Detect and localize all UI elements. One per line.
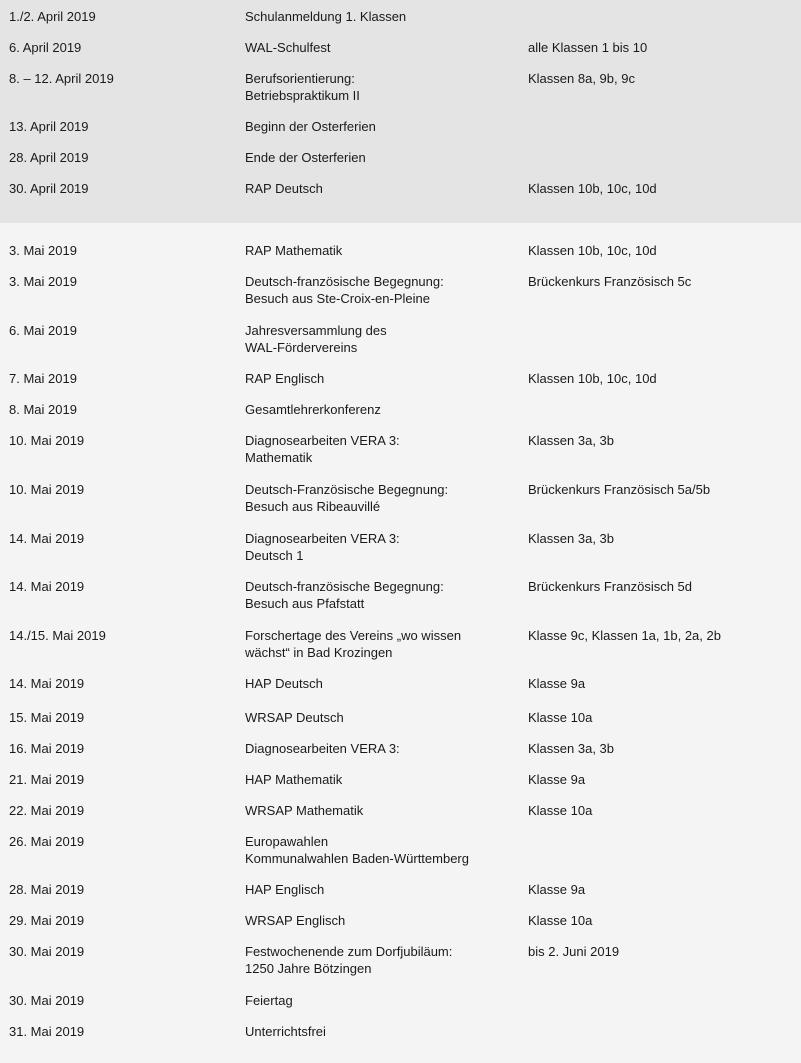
event-participants: alle Klassen 1 bis 10	[528, 40, 648, 55]
event-title-line: Gesamtlehrerkonferenz	[245, 402, 381, 417]
event-title-line: Deutsch-französische Begegnung:	[245, 274, 444, 289]
event-participants: Klassen 10b, 10c, 10d	[528, 243, 657, 258]
event-title-line: RAP Deutsch	[245, 181, 323, 196]
event-title-line: Deutsch-französische Begegnung:	[245, 579, 444, 594]
event-participants: Klasse 9a	[528, 676, 586, 691]
event-title	[245, 1023, 326, 1040]
event-title-line: Kommunalwahlen Baden-Württemberg	[245, 851, 469, 866]
table-row	[0, 627, 801, 667]
event-participants: Klassen 3a, 3b	[528, 433, 615, 448]
event-date: 14. Mai 2019	[9, 531, 85, 546]
event-title-line: RAP Englisch	[245, 371, 325, 386]
event-title-line: WAL-Fördervereins	[245, 340, 358, 355]
table-row	[0, 322, 801, 362]
event-title	[245, 709, 344, 726]
event-participants: bis 2. Juni 2019	[528, 944, 620, 959]
event-title	[245, 242, 342, 259]
table-row	[0, 273, 801, 313]
event-title	[245, 118, 376, 135]
event-title-line: Diagnosearbeiten VERA 3:	[245, 531, 400, 546]
table-row	[0, 530, 801, 570]
event-title-line: Festwochenende zum Dorfjubiläum:	[245, 944, 453, 959]
event-participants: Klasse 10a	[528, 913, 593, 928]
table-row	[0, 180, 801, 220]
event-title-line: Berufsorientierung:	[245, 71, 355, 86]
event-title-line: Deutsch 1	[245, 548, 304, 563]
event-title	[245, 881, 324, 898]
april-section	[0, 0, 801, 223]
event-date: 30. April 2019	[9, 181, 89, 196]
event-title-line: Feiertag	[245, 993, 293, 1008]
event-participants: Klassen 3a, 3b	[528, 741, 615, 756]
event-title-line: Diagnosearbeiten VERA 3:	[245, 433, 400, 448]
event-title-line: RAP Mathematik	[245, 243, 343, 258]
table-row	[0, 833, 801, 873]
event-date: 31. Mai 2019	[9, 1024, 85, 1039]
event-title	[245, 912, 345, 929]
table-row	[0, 432, 801, 472]
event-title-line: Beginn der Osterferien	[245, 119, 376, 134]
event-title	[245, 530, 400, 564]
event-title-line: Besuch aus Ste-Croix-en-Pleine	[245, 291, 430, 306]
event-participants: Klasse 10a	[528, 710, 593, 725]
event-date: 28. April 2019	[9, 150, 89, 165]
table-row	[0, 1023, 801, 1063]
event-date: 22. Mai 2019	[9, 803, 85, 818]
event-title-line: WRSAP Deutsch	[245, 710, 344, 725]
event-title	[245, 943, 452, 977]
event-date: 29. Mai 2019	[9, 913, 85, 928]
event-date: 13. April 2019	[9, 119, 89, 134]
event-date: 10. Mai 2019	[9, 433, 85, 448]
event-title	[245, 771, 342, 788]
event-date: 6. April 2019	[9, 40, 82, 55]
event-title	[245, 401, 381, 418]
event-date: 3. Mai 2019	[9, 243, 77, 258]
event-title	[245, 802, 363, 819]
event-title	[245, 370, 324, 387]
event-date: 6. Mai 2019	[9, 323, 77, 338]
event-title-line: Diagnosearbeiten VERA 3:	[245, 741, 400, 756]
event-title	[245, 627, 461, 661]
event-title-line: HAP Deutsch	[245, 676, 323, 691]
event-title	[245, 740, 400, 757]
event-participants: Klassen 8a, 9b, 9c	[528, 71, 635, 86]
event-title	[245, 578, 444, 612]
table-row	[0, 578, 801, 618]
event-participants: Brückenkurs Französisch 5c	[528, 274, 692, 289]
event-title	[245, 992, 293, 1009]
event-date: 14. Mai 2019	[9, 579, 85, 594]
event-date: 28. Mai 2019	[9, 882, 85, 897]
table-row	[0, 943, 801, 983]
event-date: 1./2. April 2019	[9, 9, 96, 24]
event-title-line: Forschertage des Vereins „wo wissen	[245, 628, 462, 643]
event-date: 8. – 12. April 2019	[9, 71, 114, 86]
event-date: 10. Mai 2019	[9, 482, 85, 497]
event-date: 30. Mai 2019	[9, 944, 85, 959]
event-title	[245, 481, 448, 515]
event-date: 8. Mai 2019	[9, 402, 77, 417]
event-title-line: Betriebspraktikum II	[245, 88, 360, 103]
event-title	[245, 833, 469, 867]
event-title-line: Besuch aus Ribeauvillé	[245, 499, 381, 514]
table-row	[0, 70, 801, 110]
event-participants: Klassen 10b, 10c, 10d	[528, 371, 657, 386]
event-date: 14./15. Mai 2019	[9, 628, 106, 643]
event-title	[245, 432, 400, 466]
event-title-line: Jahresversammlung des	[245, 323, 387, 338]
event-title-line: Europawahlen	[245, 834, 329, 849]
event-date: 21. Mai 2019	[9, 772, 85, 787]
event-date: 26. Mai 2019	[9, 834, 85, 849]
event-participants: Brückenkurs Französisch 5a/5b	[528, 482, 711, 497]
event-title-line: WRSAP Englisch	[245, 913, 346, 928]
event-participants: Klassen 3a, 3b	[528, 531, 615, 546]
event-title	[245, 70, 360, 104]
event-date: 30. Mai 2019	[9, 993, 85, 1008]
event-title-line: HAP Englisch	[245, 882, 325, 897]
event-title-line: WAL-Schulfest	[245, 40, 331, 55]
event-date: 15. Mai 2019	[9, 710, 85, 725]
event-title-line: Schulanmeldung 1. Klassen	[245, 9, 407, 24]
event-title	[245, 180, 323, 197]
table-row	[0, 481, 801, 521]
event-title-line: wächst“ in Bad Krozingen	[245, 645, 393, 660]
event-title	[245, 273, 444, 307]
event-participants: Klasse 10a	[528, 803, 593, 818]
event-participants: Klassen 10b, 10c, 10d	[528, 181, 657, 196]
event-date: 3. Mai 2019	[9, 274, 77, 289]
event-title-line: Besuch aus Pfafstatt	[245, 596, 365, 611]
event-participants: Klasse 9a	[528, 772, 586, 787]
event-title-line: Ende der Osterferien	[245, 150, 366, 165]
event-title-line: Mathematik	[245, 450, 313, 465]
event-participants: Brückenkurs Französisch 5d	[528, 579, 693, 594]
event-participants: Klasse 9a	[528, 882, 586, 897]
event-date: 7. Mai 2019	[9, 371, 77, 386]
event-title-line: Unterrichtsfrei	[245, 1024, 326, 1039]
mai-section	[0, 223, 801, 1051]
event-date: 14. Mai 2019	[9, 676, 85, 691]
event-title-line: WRSAP Mathematik	[245, 803, 364, 818]
event-title	[245, 322, 387, 356]
event-title	[245, 8, 406, 25]
event-title	[245, 39, 331, 56]
event-title-line: HAP Mathematik	[245, 772, 343, 787]
event-date: 16. Mai 2019	[9, 741, 85, 756]
event-title-line: 1250 Jahre Bötzingen	[245, 961, 372, 976]
event-title	[245, 149, 366, 166]
event-participants: Klasse 9c, Klassen 1a, 1b, 2a, 2b	[528, 628, 721, 643]
event-title-line: Deutsch-Französische Begegnung:	[245, 482, 449, 497]
event-title	[245, 675, 323, 692]
